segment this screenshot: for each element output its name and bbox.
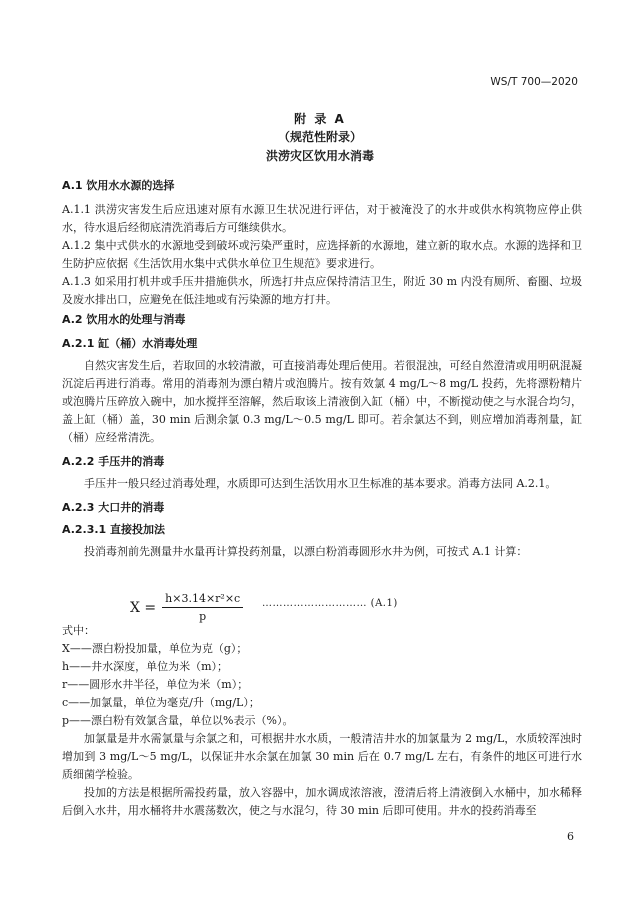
- para-chlorine-dose: 加氯量是井水需氯量与余氯之和，可根据井水水质，一般清洁井水的加氯量为 2 mg/L，水质较浑浊时增加到 3 mg/L～5 mg/L，以保证井水余氯在加氯 30 min 后在 0.7 mg/L 左右，有条件的地区可进行水质细菌学检验。: [62, 732, 582, 781]
- appendix-subtitle: （规范性附录）: [277, 130, 362, 144]
- para-a2-2: 手压井一般只经过消毒处理，水质即可达到生活饮用水卫生标准的基本要求。消毒方法同 A.2.1。: [84, 477, 557, 490]
- page-number: 6: [567, 830, 574, 843]
- formula-denominator: p: [199, 610, 207, 623]
- formula-numerator: h×3.14×r²×c: [162, 592, 243, 608]
- heading-a2-2: A.2.2 手压井的消毒: [62, 455, 165, 468]
- section-after: [62, 730, 582, 820]
- heading-a2-3-1: A.2.3.1 直接投加法: [62, 523, 166, 536]
- appendix-name: 洪涝灾区饮用水消毒: [265, 149, 374, 163]
- heading-a2-1: A.2.1 缸（桶）水消毒处理: [62, 337, 198, 350]
- para-a1-1: A.1.1 洪涝灾害发生后应迅速对原有水源卫生状况进行评估，对于被淹没了的水井或供水构筑物应停止供水，待水退后经彻底清洗消毒后方可继续供水。: [62, 203, 582, 234]
- formula-fraction: [162, 592, 243, 623]
- para-a2-1: 自然灾害发生后，若取回的水较清澈，可直接消毒处理后使用。若很混浊，可经自然澄清或用明矾混凝沉淀后再进行消毒。常用的消毒剂为漂白精片或泡腾片。按有效氯 4 mg/L～8 mg/L 投药，先将漂粉精片或泡腾片压碎放入碗中，加水搅拌至溶解，然后取该上清液倒入缸（桶）中，不断搅动使之与水混合均匀，盖上缸（桶）盖，30 min 后测余氯 0.3 mg/L～0.5 mg/L 即可。若余氯达不到，则应增加消毒剂量，缸（桶）应经常清洗。: [62, 359, 582, 444]
- para-a2-3-1: 投消毒剂前先测量井水量再计算投药剂量，以漂白粉消毒圆形水井为例，可按式 A.1 计算：: [84, 545, 528, 558]
- variable-item: c——加氯量，单位为毫克/升（mg/L）；: [62, 696, 260, 709]
- appendix-title: 附 录 A: [294, 112, 346, 126]
- heading-a2: A.2 饮用水的处理与消毒: [62, 313, 186, 326]
- section-a1: [62, 177, 582, 309]
- variable-item: X——漂白粉投加量，单位为克（g）；: [62, 642, 248, 655]
- heading-a2-3: A.2.3 大口井的消毒: [62, 501, 165, 514]
- formula-lhs: X =: [130, 599, 157, 616]
- para-a1-3: A.1.3 如采用打机井或手压井措施供水，所选打井点应保持清洁卫生，附近 30 m 内没有厕所、畜圈、垃圾及废水排出口，应避免在低洼地或有污染源的地方打井。: [62, 275, 582, 306]
- variable-item: h——井水深度，单位为米（m）；: [62, 660, 229, 673]
- para-a1-2: A.1.2 集中式供水的水源地受到破坏或污染严重时，应选择新的水源地，建立新的取水点。水源的选择和卫生防护应依据《生活饮用水集中式供水单位卫生规范》要求进行。: [62, 239, 582, 270]
- variable-list: [62, 622, 582, 730]
- variable-intro: 式中：: [62, 624, 95, 637]
- heading-a1: A.1 饮用水水源的选择: [62, 179, 175, 192]
- formula-a1: [130, 592, 243, 623]
- variable-item: p——漂白粉有效氯含量，单位以%表示（%）。: [62, 714, 294, 727]
- formula-number: ………………………… (A.1): [262, 598, 398, 609]
- section-a2: [62, 311, 582, 561]
- document-code: WS/T 700—2020: [490, 76, 578, 88]
- para-dosing-method: 投加的方法是根据所需投药量，放入容器中，加水调成浓溶液，澄清后将上清液倒入水桶中，加水稀释后倒入水井，用水桶将井水震荡数次，使之与水混匀，待 30 min 后即可使用。井水的投药消毒至: [62, 786, 582, 817]
- variable-item: r——圆形水井半径，单位为米（m）；: [62, 678, 249, 691]
